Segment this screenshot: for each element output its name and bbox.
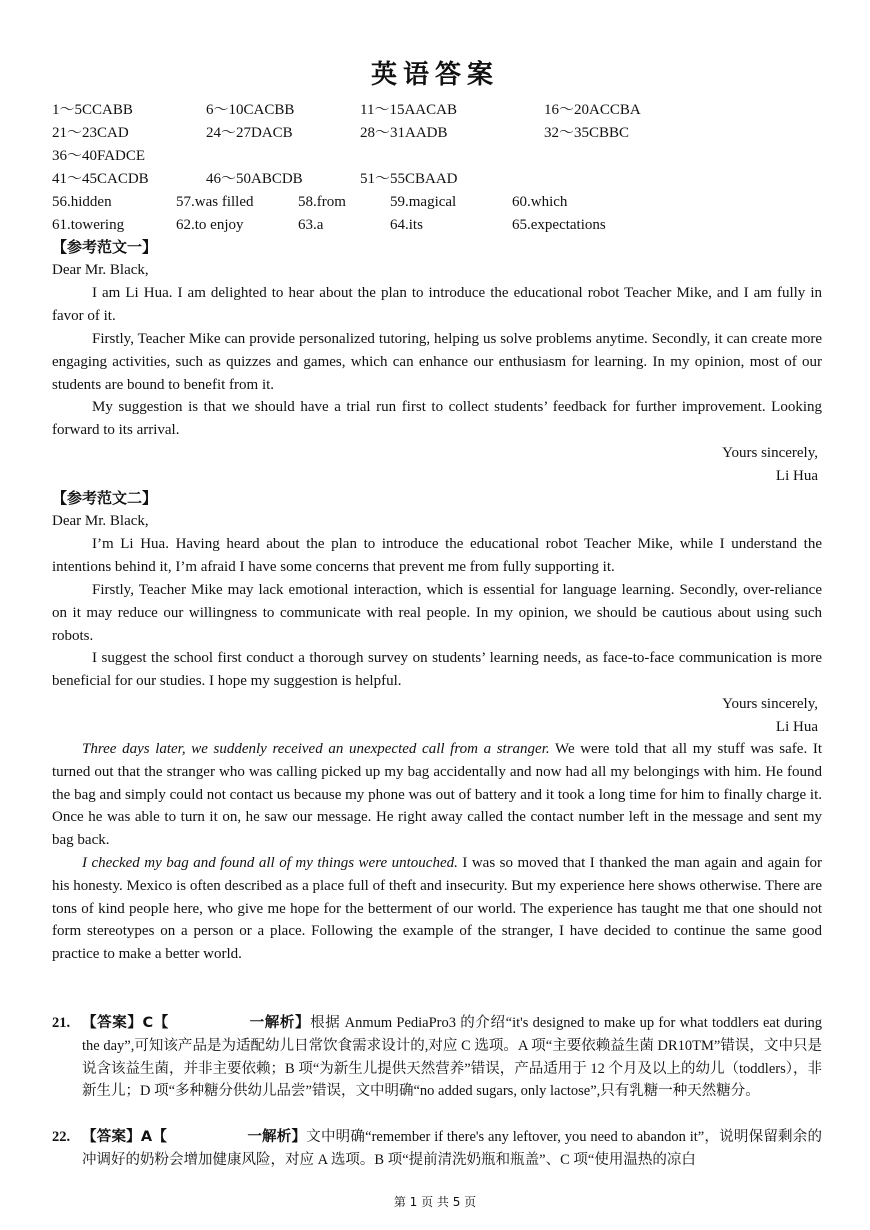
answer-item: 58.from bbox=[298, 194, 346, 210]
analysis-text: 根据 Anmum PediaPro3 的介绍“it's designed to make up for what toddlers eat during the day”,可知该产品是为适配幼儿日常饮食需求设计的,对应 C 选项。A 项“主要依赖益生菌 DR10TM”错误，文中只是说含该益生菌，并非主要依赖；B 项“为新生儿提供天然营养”错误，产品适用于 12 个月及以上的幼儿（toddlers），非新生儿；D 项“多种糖分供幼儿品尝”错误，文中明确“no added sugars, only lactose”,只有乳糖一种天然糖分。 bbox=[82, 1015, 822, 1100]
analysis-text: 文中明确“remember if there's any leftover, you need to abandon it”，说明保留剩余的冲调好的奶粉会增加健康风险，对应 A 选项。B 项“提前清洗奶瓶和瓶盖”、C 项“使用温热的凉白 bbox=[82, 1129, 822, 1168]
continuation-body-text: We were told that all my stuff was safe. It turned out that the stranger who was calling picked up my bag accidentally and now had all my belongings with him. He found the bag and simply could not contact us because my phone was out of battery and it took a long time for him to finally charge it. Once he was able to turn it on, he saw our message. He right away called the contact number left in the message and sent my bag back. bbox=[52, 741, 822, 849]
sample-essay-1-paragraph: My suggestion is that we should have a trial run first to collect students’ feedback for further improvement. Looking forward to its arrival. bbox=[52, 399, 822, 438]
answer-item: 63.a bbox=[298, 217, 324, 233]
answer-item: 11～15AACAB bbox=[360, 102, 457, 118]
answer-label: 【答案】C【 bbox=[82, 1015, 169, 1031]
answer-item: 36～40FADCE bbox=[52, 148, 146, 164]
sample-essay-1-paragraph: I am Li Hua. I am delighted to hear about the plan to introduce the educational robot Teacher Mike, and I am fully in favor of it. bbox=[52, 285, 822, 324]
sample-essay-2-heading: 【参考范文二】 bbox=[52, 489, 158, 507]
answer-item: 59.magical bbox=[390, 194, 457, 210]
answer-item: 16～20ACCBA bbox=[544, 102, 641, 118]
answer-item: 61.towering bbox=[52, 217, 125, 233]
answer-item: 51～55CBAAD bbox=[360, 171, 458, 187]
answer-item: 65.expectations bbox=[512, 217, 606, 233]
answer-item: 60.which bbox=[512, 194, 568, 210]
sample-essay-2-closing: Yours sincerely, bbox=[722, 696, 818, 712]
continuation-lead-sentence: I checked my bag and found all of my things were untouched. bbox=[82, 855, 458, 871]
continuation-lead-sentence: Three days later, we suddenly received an unexpected call from a stranger. bbox=[82, 741, 550, 757]
continuation-body-text: I was so moved that I thanked the man again and again for his honesty. Mexico is often described as a place full of theft and insecurity. But my experience here shows otherwise. There are tons of kind people here, who give me hope for the betterment of our world. The experience has taught me that one should not form stereotypes on a person or a place. Following the example of the stranger, I have decided to continue the same good practice to make a better world. bbox=[52, 855, 822, 963]
answer-item: 24～27DACB bbox=[206, 125, 293, 141]
answer-item: 46～50ABCDB bbox=[206, 171, 303, 187]
answer-item: 1～5CCABB bbox=[52, 102, 133, 118]
sample-essay-1-closing: Yours sincerely, bbox=[722, 445, 818, 461]
sample-essay-1-heading: 【参考范文一】 bbox=[52, 238, 158, 256]
sample-essay-2-signature: Li Hua bbox=[775, 719, 818, 735]
question-analysis bbox=[52, 1012, 822, 1103]
sample-essay-2-paragraph: I suggest the school first conduct a thorough survey on students’ learning needs, as face-to-face communication is more beneficial for our studies. I hope my suggestion is helpful. bbox=[52, 650, 822, 689]
answer-item: 64.its bbox=[390, 217, 423, 233]
page-title: 英语答案 bbox=[370, 60, 499, 90]
answer-item: 28～31AADB bbox=[360, 125, 448, 141]
question-number: 21. bbox=[52, 1015, 71, 1031]
question-analysis bbox=[52, 1126, 822, 1172]
answer-item: 41～45CACDB bbox=[52, 171, 149, 187]
page-footer: 第 1 页 共 5 页 bbox=[393, 1195, 477, 1209]
analysis-label: 一解析】 bbox=[247, 1129, 307, 1145]
continuation-paragraph bbox=[52, 852, 822, 966]
answer-item: 32～35CBBC bbox=[544, 125, 630, 141]
sample-essay-1-signature: Li Hua bbox=[775, 468, 818, 484]
answer-item: 6～10CACBB bbox=[206, 102, 295, 118]
question-number: 22. bbox=[52, 1129, 71, 1145]
answer-item: 56.hidden bbox=[52, 194, 112, 210]
answer-item: 21～23CAD bbox=[52, 125, 129, 141]
answer-item: 57.was filled bbox=[176, 194, 254, 210]
sample-essay-2-paragraph: I’m Li Hua. Having heard about the plan to introduce the educational robot Teacher Mike, while I understand the intentions behind it, I’m afraid I have some concerns that prevent me from fully supporting it. bbox=[52, 536, 822, 575]
analysis-label: 一解析】 bbox=[248, 1015, 311, 1031]
sample-essay-1-greeting: Dear Mr. Black, bbox=[52, 262, 149, 278]
sample-essay-2-greeting: Dear Mr. Black, bbox=[52, 513, 149, 529]
sample-essay-1-paragraph: Firstly, Teacher Mike can provide personalized tutoring, helping us solve problems anytime. Secondly, it can create more engaging activities, such as quizzes and games, which can enhance our enthusiasm for learning. In my opinion, most of our students are bound to benefit from it. bbox=[52, 331, 822, 393]
continuation-paragraph bbox=[52, 738, 822, 852]
answer-label: 【答案】A【 bbox=[82, 1129, 168, 1145]
sample-essay-2-paragraph: Firstly, Teacher Mike may lack emotional interaction, which is essential for language learning. Secondly, over-reliance on it may reduce our willingness to communicate with real people. In my opinion, we should be cautious about using such robots. bbox=[52, 582, 822, 644]
answer-item: 62.to enjoy bbox=[176, 217, 244, 233]
